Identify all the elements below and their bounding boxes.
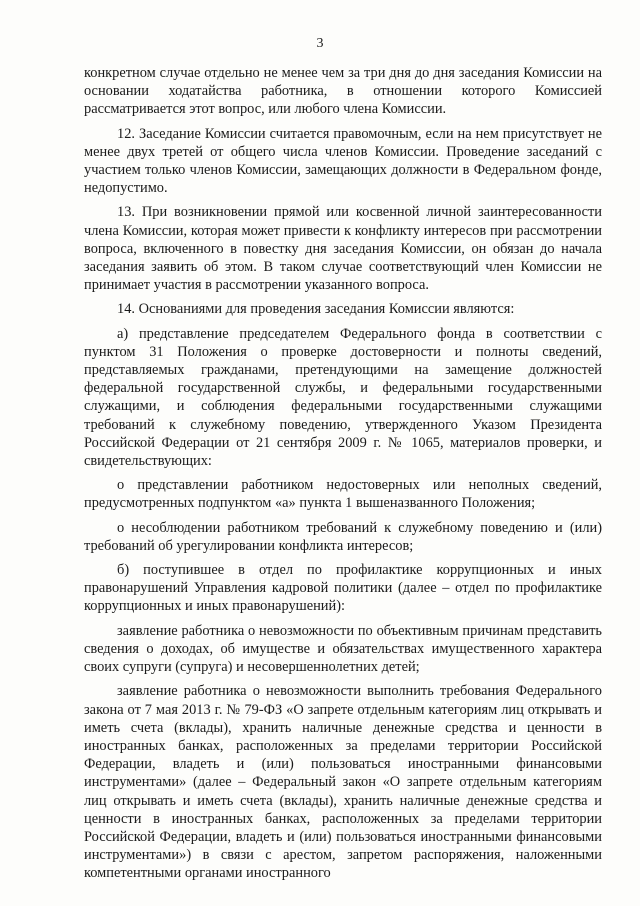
paragraph-14-a-item-1: о представлении работником недостоверных или неполных сведений, предусмотренных подпунктом «а» пункта 1 вышеназванного Положения; [84, 477, 602, 512]
paragraph-12: 12. Заседание Комиссии считается правомочным, если на нем присутствует не менее двух третей от общего числа членов Комиссии. Проведение заседаний с участием только членов Комиссии, замещающих должности в Федеральном фонде, недопустимо. [84, 125, 602, 197]
paragraph-13: 13. При возникновении прямой или косвенной личной заинтересованности члена Комиссии, которая может привести к конфликту интересов при рассмотрении вопроса, включенного в повестку дня заседания Комиссии, он обязан до начала заседания заявить об этом. В таком случае соответствующий член Комиссии не принимает участия в рассмотрении указанного вопроса. [84, 204, 602, 294]
paragraph-14-a-item-2: о несоблюдении работником требований к служебному поведению и (или) требований об урегулировании конфликта интересов; [84, 519, 602, 554]
document-body [84, 64, 602, 883]
paragraph-14-b-item-2: заявление работника о невозможности выполнить требования Федерального закона от 7 мая 2013 г. № 79-ФЗ «О запрете отдельным категориям лиц открывать и иметь счета (вклады), хранить наличные денежные средства и ценности в иностранных банках, расположенных за пределами территории Российской Федерации, владеть и (или) пользоваться иностранными финансовыми инструментами» (далее – Федеральный закон «О запрете отдельным категориям лиц открывать и иметь счета (вклады), хранить наличные денежные средства и ценности в иностранных банках, расположенных за пределами территории Российской Федерации, владеть и (или) пользоваться иностранными финансовыми инструментами») в связи с арестом, запретом распоряжения, наложенными компетентными органами иностранного [84, 683, 602, 882]
paragraph-14: 14. Основаниями для проведения заседания Комиссии являются: [117, 301, 515, 318]
page-number: 3 [316, 36, 324, 51]
paragraph-continuation: конкретном случае отдельно не менее чем за три дня до дня заседания Комиссии на основании ходатайства работника, в отношении которого Комиссией рассматривается этот вопрос, или любого члена Комиссии. [84, 65, 602, 118]
paragraph-14-a: а) представление председателем Федерального фонда в соответствии с пунктом 31 Положения о проверке достоверности и полноты сведений, представляемых гражданами, претендующими на замещение должностей федеральной государственной службы, и федеральными государственными служащими, и соблюдения федеральными государственными служащими требований к служебному поведению, утвержденного Указом Президента Российской Федерации от 21 сентября 2009 г. № 1065, материалов проверки, и свидетельствующих: [84, 325, 602, 470]
paragraph-14-b: б) поступившее в отдел по профилактике коррупционных и иных правонарушений Управления кадровой политики (далее – отдел по профилактике коррупционных и иных правонарушений): [84, 562, 602, 615]
paragraph-14-b-item-1: заявление работника о невозможности по объективным причинам представить сведения о доходах, об имуществе и обязательствах имущественного характера своих супруги (супруга) и несовершеннолетних детей; [84, 622, 602, 676]
